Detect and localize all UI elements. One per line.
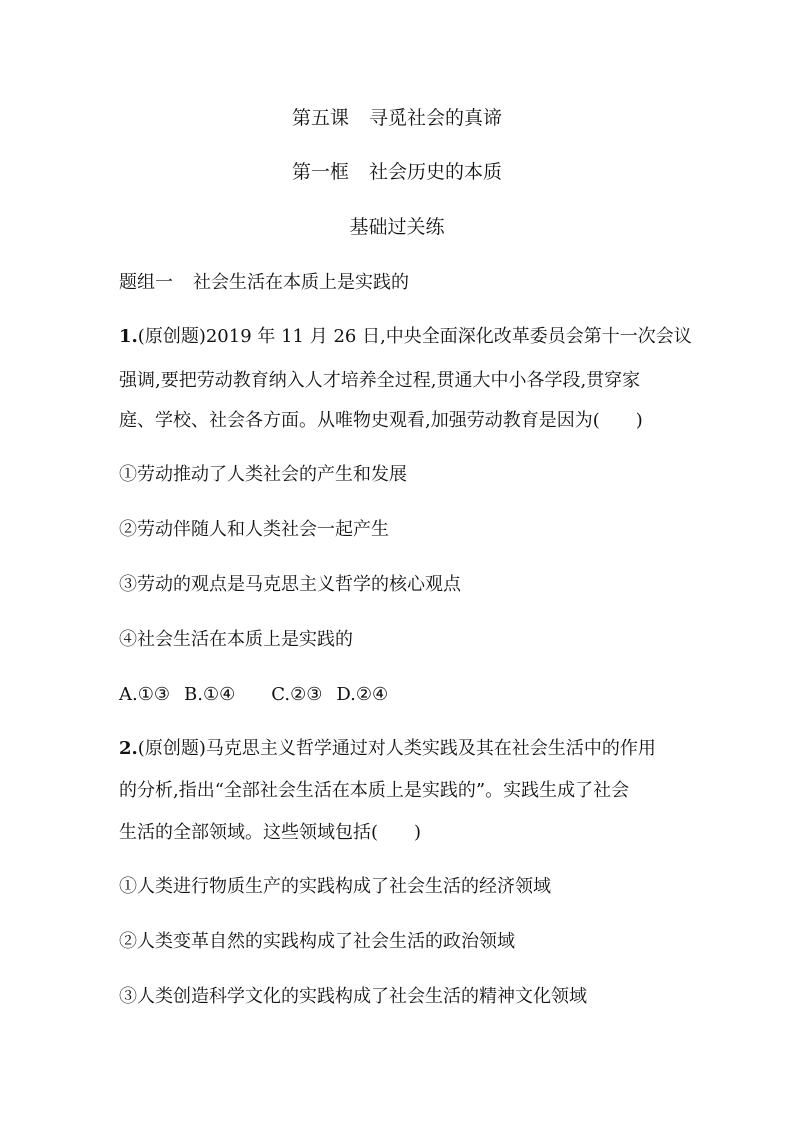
lesson-name: 寻觅社会的真谛	[369, 107, 503, 129]
q1-item-3: ③劳动的观点是马克思主义哲学的核心观点	[119, 574, 461, 595]
q1-item-2: ②劳动伴随人和人类社会一起产生	[119, 519, 389, 540]
q1-choices	[119, 683, 388, 707]
q1-item-1: ①劳动推动了人类社会的产生和发展	[119, 464, 407, 485]
q1-line-2: 强调,要把劳动教育纳入人才培养全过程,贯通大中小各学段,贯穿家	[119, 370, 641, 391]
q1-line-3: 庭、学校、社会各方面。从唯物史观看,加强劳动教育是因为( )	[119, 410, 643, 431]
group-title: 社会生活在本质上是实践的	[193, 272, 409, 293]
q2-line-2: 的分析,指出“全部社会生活在本质上是实践的”。实践生成了社会	[119, 780, 630, 801]
q1-choice-b: B.①④	[184, 684, 236, 705]
section-number: 第一框	[291, 161, 349, 183]
q2-item-1: ①人类进行物质生产的实践构成了社会生活的经济领域	[119, 876, 551, 897]
q2-text-1: 马克思主义哲学通过对人类实践及其在社会生活中的作用	[205, 738, 656, 759]
q1-choice-c: C.②③	[271, 684, 323, 705]
group-heading	[119, 271, 409, 295]
q1-line-1	[119, 325, 692, 349]
q2-line-1	[119, 737, 656, 761]
lesson-number: 第五课	[291, 107, 349, 129]
q1-tag: (原创题)	[137, 326, 206, 347]
q1-text-1: 2019 年 11 月 26 日,中央全面深化改革委员会第十一次会议	[205, 326, 692, 347]
q2-number: 2.	[119, 738, 138, 759]
q2-item-3: ③人类创造科学文化的实践构成了社会生活的精神文化领域	[119, 986, 587, 1007]
q2-item-2: ②人类变革自然的实践构成了社会生活的政治领域	[119, 931, 515, 952]
q1-choice-d: D.②④	[336, 684, 389, 705]
q1-number: 1.	[119, 326, 138, 347]
group-label: 题组一	[119, 272, 173, 293]
exercise-title: 基础过关练	[349, 216, 445, 238]
lesson-title	[0, 105, 794, 131]
section-title	[0, 159, 794, 185]
q1-item-4: ④社会生活在本质上是实践的	[119, 629, 353, 650]
section-name: 社会历史的本质	[369, 161, 503, 183]
q2-tag: (原创题)	[137, 738, 206, 759]
q2-line-3: 生活的全部领域。这些领域包括( )	[119, 822, 422, 843]
q1-choice-a: A.①③	[119, 684, 170, 705]
